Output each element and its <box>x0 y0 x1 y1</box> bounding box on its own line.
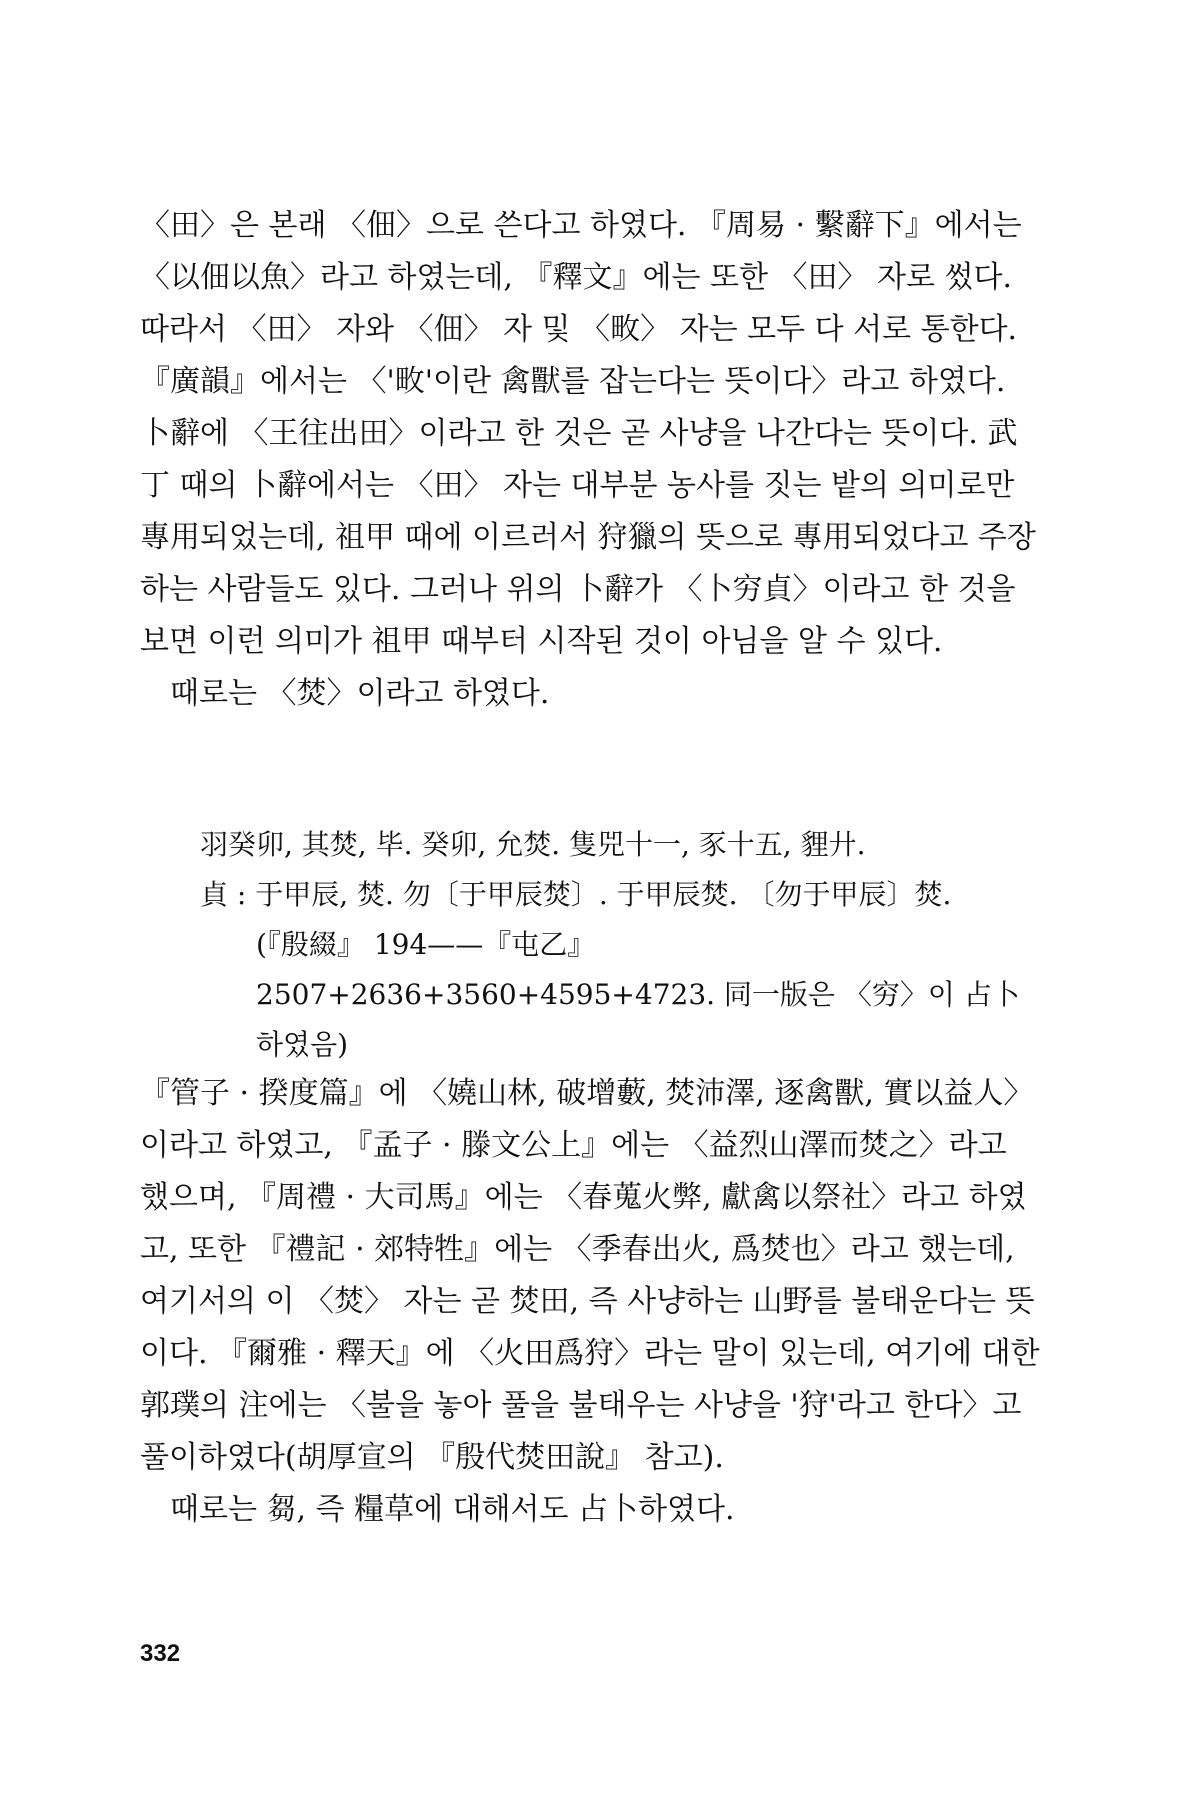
inscription-line-2: 貞 : 于甲辰, 焚. 勿〔于甲辰焚〕. 于甲辰焚. 〔勿于甲辰〕焚. <box>200 878 952 911</box>
inscription-citation: (『殷綴』 194——『屯乙』 2507+2636+3560+4595+4723. 同一版은 〈穷〉이 占卜하였음) <box>256 928 1020 1061</box>
body-text-section-2 <box>140 1068 1040 1536</box>
paragraph-chu-intro: 때로는 芻, 즉 糧草에 대해서도 占卜하였다. <box>170 1492 735 1527</box>
paragraph-fen-sources: 『管子 · 揆度篇』에 〈嬈山林, 破增藪, 焚沛澤, 逐禽獸, 實以益人〉이라고 하였고, 『孟子 · 滕文公上』에는 〈益烈山澤而焚之〉라고 했으며, 『周禮 · 大司馬』에는 〈春蒐火弊, 獻禽以祭社〉라고 하였고, 또한 『禮記 · 郊特牲』에는 〈季春出火, 爲焚也〉라고 했는데, 여기서의 이 〈焚〉 자는 곧 焚田, 즉 사냥하는 山野를 불태운다는 뜻이다. 『爾雅 · 釋天』에 〈火田爲狩〉라는 말이 있는데, 여기에 대한 郭璞의 注에는 〈불을 놓아 풀을 불태우는 사냥을 '狩'라고 한다〉고 풀이하였다(胡厚宣의 『殷代焚田說』 참고). <box>140 1076 1040 1475</box>
paragraph-tian-meaning: 〈田〉은 본래 〈佃〉으로 쓴다고 하였다. 『周易 · 繫辭下』에서는 〈以佃以魚〉라고 하였는데, 『釋文』에는 또한 〈田〉 자로 썼다. 따라서 〈田〉 자와 〈佃〉 자 및 〈畋〉 자는 모두 다 서로 통한다. 『廣韻』에서는 〈'畋'이란 禽獸를 잡는다는 뜻이다〉라고 하였다. 卜辭에 〈王往出田〉이라고 한 것은 곧 사냥을 나간다는 뜻이다. 武丁 때의 卜辭에서는 〈田〉 자는 대부분 농사를 짓는 밭의 의미로만 專用되었는데, 祖甲 때에 이르러서 狩獵의 뜻으로 專用되었다고 주장하는 사람들도 있다. 그러나 위의 卜辭가 〈卜穷貞〉이라고 한 것을 보면 이런 의미가 祖甲 때부터 시작된 것이 아님을 알 수 있다. <box>140 208 1036 659</box>
body-text-section-1 <box>140 200 1040 720</box>
inscription-line-1: 羽癸卯, 其焚, 毕. 癸卯, 允焚. 隻兕十一, 豕十五, 貍廾. <box>200 828 866 861</box>
page-number: 332 <box>140 1640 181 1667</box>
oracle-bone-inscription-quote <box>200 820 1040 1070</box>
paragraph-fen-intro: 때로는 〈焚〉이라고 하였다. <box>170 676 550 711</box>
